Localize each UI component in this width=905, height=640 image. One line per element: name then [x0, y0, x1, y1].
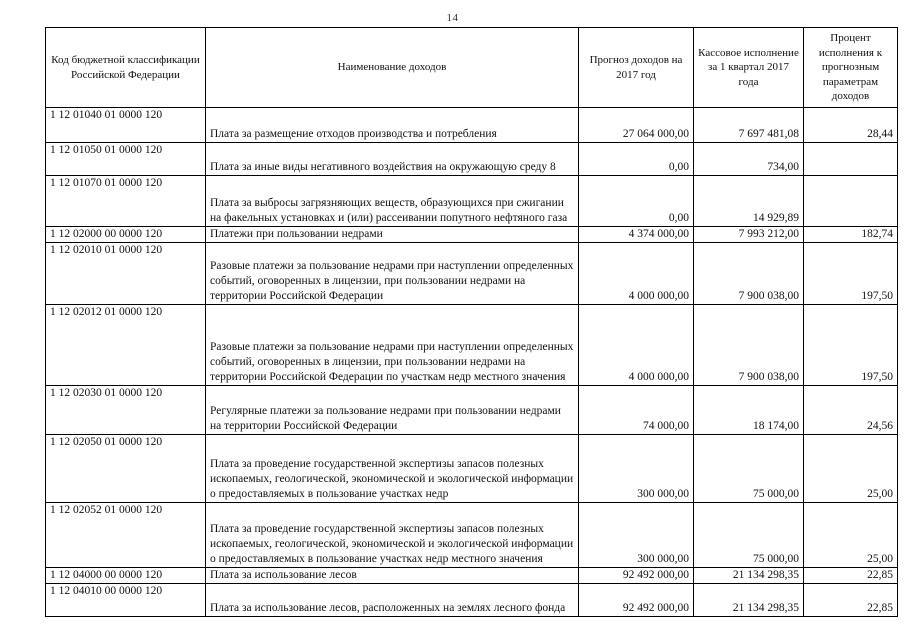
row-name: Плата за размещение отходов производства и потребления	[206, 108, 579, 143]
row-forecast: 92 492 000,00	[579, 584, 694, 617]
table-header	[46, 28, 898, 108]
row-code: 1 12 02052 01 0000 120	[46, 503, 206, 568]
row-cash: 75 000,00	[694, 435, 804, 503]
row-forecast: 74 000,00	[579, 386, 694, 435]
row-name: Разовые платежи за пользование недрами при наступлении определенных событий, оговоренных в лицензии, при пользовании недрами на территории Российской Федерации	[206, 243, 579, 305]
row-name: Плата за выбросы загрязняющих веществ, образующихся при сжигании на факельных установках и (или) рассеивании попутного нефтяного газа	[206, 176, 579, 227]
table-row	[46, 503, 898, 568]
table-row	[46, 386, 898, 435]
table-body	[46, 108, 898, 617]
row-cash: 7 900 038,00	[694, 305, 804, 386]
row-code: 1 12 02000 00 0000 120	[46, 227, 206, 243]
row-percent: 24,56	[804, 386, 898, 435]
row-forecast: 300 000,00	[579, 503, 694, 568]
row-forecast: 0,00	[579, 176, 694, 227]
header-cash: Кассовое исполнение за 1 квартал 2017 года	[694, 28, 804, 108]
row-code: 1 12 01070 01 0000 120	[46, 176, 206, 227]
row-percent	[804, 176, 898, 227]
row-forecast: 92 492 000,00	[579, 568, 694, 584]
row-cash: 14 929,89	[694, 176, 804, 227]
row-cash: 18 174,00	[694, 386, 804, 435]
row-code: 1 12 04000 00 0000 120	[46, 568, 206, 584]
row-forecast: 4 000 000,00	[579, 305, 694, 386]
row-forecast: 4 374 000,00	[579, 227, 694, 243]
table-row	[46, 143, 898, 176]
row-code: 1 12 02030 01 0000 120	[46, 386, 206, 435]
row-percent	[804, 143, 898, 176]
row-code: 1 12 01040 01 0000 120	[46, 108, 206, 143]
row-code: 1 12 02050 01 0000 120	[46, 435, 206, 503]
header-code: Код бюджетной классификации Российской Федерации	[46, 28, 206, 108]
row-forecast: 4 000 000,00	[579, 243, 694, 305]
table-row	[46, 584, 898, 617]
table-row	[46, 435, 898, 503]
table-row	[46, 305, 898, 386]
row-cash: 75 000,00	[694, 503, 804, 568]
row-code: 1 12 04010 00 0000 120	[46, 584, 206, 617]
row-name: Плата за проведение государственной экспертизы запасов полезных ископаемых, геологической, экономической и экологической информации о предоставляемых в пользование участках недр	[206, 435, 579, 503]
row-name: Платежи при пользовании недрами	[206, 227, 579, 243]
row-percent: 182,74	[804, 227, 898, 243]
row-cash: 7 993 212,00	[694, 227, 804, 243]
row-forecast: 300 000,00	[579, 435, 694, 503]
row-cash: 7 900 038,00	[694, 243, 804, 305]
table-row	[46, 243, 898, 305]
header-percent: Процент исполнения к прогнозным параметрам доходов	[804, 28, 898, 108]
row-percent: 197,50	[804, 305, 898, 386]
row-name: Разовые платежи за пользование недрами при наступлении определенных событий, оговоренных в лицензии, при пользовании недрами на территории Российской Федерации по участкам недр местного значения	[206, 305, 579, 386]
row-forecast: 27 064 000,00	[579, 108, 694, 143]
revenue-table	[45, 27, 898, 617]
row-code: 1 12 02012 01 0000 120	[46, 305, 206, 386]
row-percent: 197,50	[804, 243, 898, 305]
row-percent: 22,85	[804, 584, 898, 617]
row-percent: 28,44	[804, 108, 898, 143]
row-name: Плата за использование лесов	[206, 568, 579, 584]
row-name: Плата за проведение государственной экспертизы запасов полезных ископаемых, геологической, экономической и экологической информации о предоставляемых в пользование участках недр местного значения	[206, 503, 579, 568]
table-row	[46, 176, 898, 227]
page-number: 14	[446, 12, 459, 24]
header-forecast: Прогноз доходов на 2017 год	[579, 28, 694, 108]
table-row	[46, 568, 898, 584]
row-percent: 25,00	[804, 503, 898, 568]
row-name: Плата за использование лесов, расположенных на землях лесного фонда	[206, 584, 579, 617]
row-forecast: 0,00	[579, 143, 694, 176]
row-percent: 25,00	[804, 435, 898, 503]
row-percent: 22,85	[804, 568, 898, 584]
table-row	[46, 227, 898, 243]
row-cash: 7 697 481,08	[694, 108, 804, 143]
row-code: 1 12 01050 01 0000 120	[46, 143, 206, 176]
row-code: 1 12 02010 01 0000 120	[46, 243, 206, 305]
row-name: Плата за иные виды негативного воздействия на окружающую среду 8	[206, 143, 579, 176]
header-name: Наименование доходов	[206, 28, 579, 108]
row-cash: 21 134 298,35	[694, 584, 804, 617]
row-cash: 21 134 298,35	[694, 568, 804, 584]
row-name: Регулярные платежи за пользование недрами при пользовании недрами на территории Российской Федерации	[206, 386, 579, 435]
row-cash: 734,00	[694, 143, 804, 176]
table-row	[46, 108, 898, 143]
